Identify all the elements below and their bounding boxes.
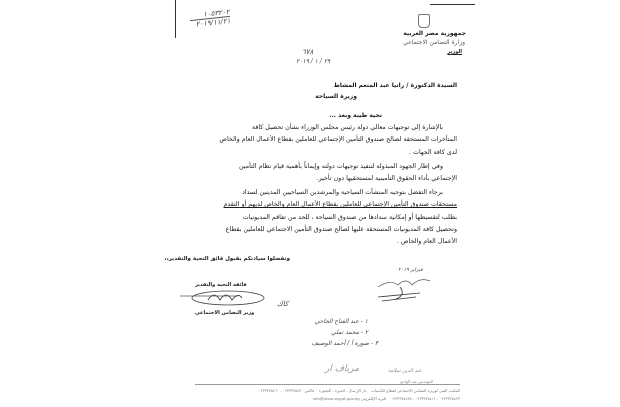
annotation-note: ٣ - صورة أ / أحمد الوصيف xyxy=(311,340,378,347)
body-line: لدى كافة الجهات . xyxy=(409,148,457,156)
recipient-name: السيدة الدكتورة / رانيا عبد المنعم المشاط xyxy=(333,82,457,89)
footer-line-2 xyxy=(195,396,460,401)
body-line: بطلب لتقسيطها أو إمكانية سدادها من صندوق السياحة ، للحد من تفاقم المديونيات xyxy=(242,213,457,221)
closing-line: وتفضلوا سيادتكم بقبول فائق التحية والتقدير،، xyxy=(164,256,290,262)
body-paragraph-3 xyxy=(212,187,457,248)
body-line: برجاء التفضل بتوجيه المنشآت السياحية والمرشدين السياحيين المدينين لسداد xyxy=(242,189,443,196)
footer-office: المكتب الفني لوزيرة التضامن الاجتماعي لقطاع التأمينات xyxy=(371,388,460,393)
footer-email-label: البريد الإلكتروني xyxy=(360,396,387,401)
outgoing-number: ٦٧٨ xyxy=(302,48,314,56)
footer-sender: المهندس عبد الهادي xyxy=(400,379,434,384)
annotation-notes xyxy=(311,316,378,349)
margin-line xyxy=(175,0,176,38)
signature-title: فائقة التحية والتقدير xyxy=(195,282,247,288)
body-line: وفي إطار الجهود المبذولة لتنفيذ توجيهات دولته وإيماناً بأهمية قيام نظام التأمين xyxy=(239,163,443,170)
annotation-note: ١ - عبد الفتاح الجاحي xyxy=(314,318,368,325)
footer-fax-value: ٠٢٣٣٣٧٥٤٧٠ - ٠٢٣٣٣٧٥٤٦٠ xyxy=(258,388,304,393)
body-line: وتحصيل كافة المديونيات المستحقة عليها لصالح صندوق التأمين الاجتماعي للعاملين بقطاع xyxy=(225,225,457,233)
outgoing-date: ٢٩ / ١ / ٢٠١٩ xyxy=(296,58,331,65)
recipient-org: وزيرة السياحة xyxy=(315,93,357,100)
body-paragraph-2 xyxy=(212,161,457,186)
signature-initials: كاك xyxy=(277,300,289,308)
footer-email-value: info@moss-egypt.gov.eg xyxy=(312,396,360,401)
body-line: الإجتماعي بأداء الحقوق التأمينية لمستحقيها دون تأخير. xyxy=(316,175,457,183)
body-line: مستحقات صندوق التأمين الإجتماعي للعاملين بقطاع الأعمال العام والخاص لديهم أو التقدم xyxy=(223,201,457,209)
footer-line-1 xyxy=(195,388,460,393)
handwritten-name: مرياف ار xyxy=(325,364,360,374)
annotation-date: فبراير ٢٠١٩ xyxy=(398,267,423,273)
body-paragraph-1 xyxy=(212,122,457,159)
footer-rule xyxy=(195,384,460,385)
annotation-scribble-icon xyxy=(370,275,435,303)
eagle-emblem-icon xyxy=(418,14,430,28)
annotation-note: ٢ - محمد تملي xyxy=(331,329,368,336)
footer-phones: ٠٢٣٣٣٧٥٤٢٣ - ٠٢٣٣٣٧٥٤١١ - ٠٢٣٣٣٧٥٤٣٥ xyxy=(391,396,460,401)
footer-fax-label: فاكس xyxy=(304,388,315,393)
letterhead-country: جمهورية مصر العربية xyxy=(403,30,466,37)
greeting: تحية طيبة وبعد ... xyxy=(329,112,382,119)
body-line: بالإشارة إلى توجيهات معالي دولة رئيس مجلس الوزراء بشأن تحصيل كافة xyxy=(251,124,443,131)
cc-label: عبد الدين سلامة xyxy=(388,368,422,374)
body-line: المتأخرات المستحقة لصالح صندوق التأمين الإجتماعي للعاملين بقطاع الأعمال العام والخاص xyxy=(219,136,457,144)
body-line: الأعمال العام والخاص . xyxy=(396,238,457,246)
top-rule xyxy=(430,4,475,5)
signer-position: وزير التضامن الاجتماعي xyxy=(195,310,255,316)
stamp-line-2: ٢٠١٩/١١/٢١ xyxy=(195,16,231,29)
letterhead-office: الوزير xyxy=(447,49,462,55)
footer-address: دار الإرسال - الجيزة - العجوزة xyxy=(318,388,367,393)
signature-scribble-icon xyxy=(178,286,278,308)
letterhead-ministry: وزارة التضامن الاجتماعي xyxy=(403,39,465,46)
stamp-line-1: ١٠٥٣٢٠٢ xyxy=(202,7,230,19)
reference-stamp xyxy=(189,8,231,29)
